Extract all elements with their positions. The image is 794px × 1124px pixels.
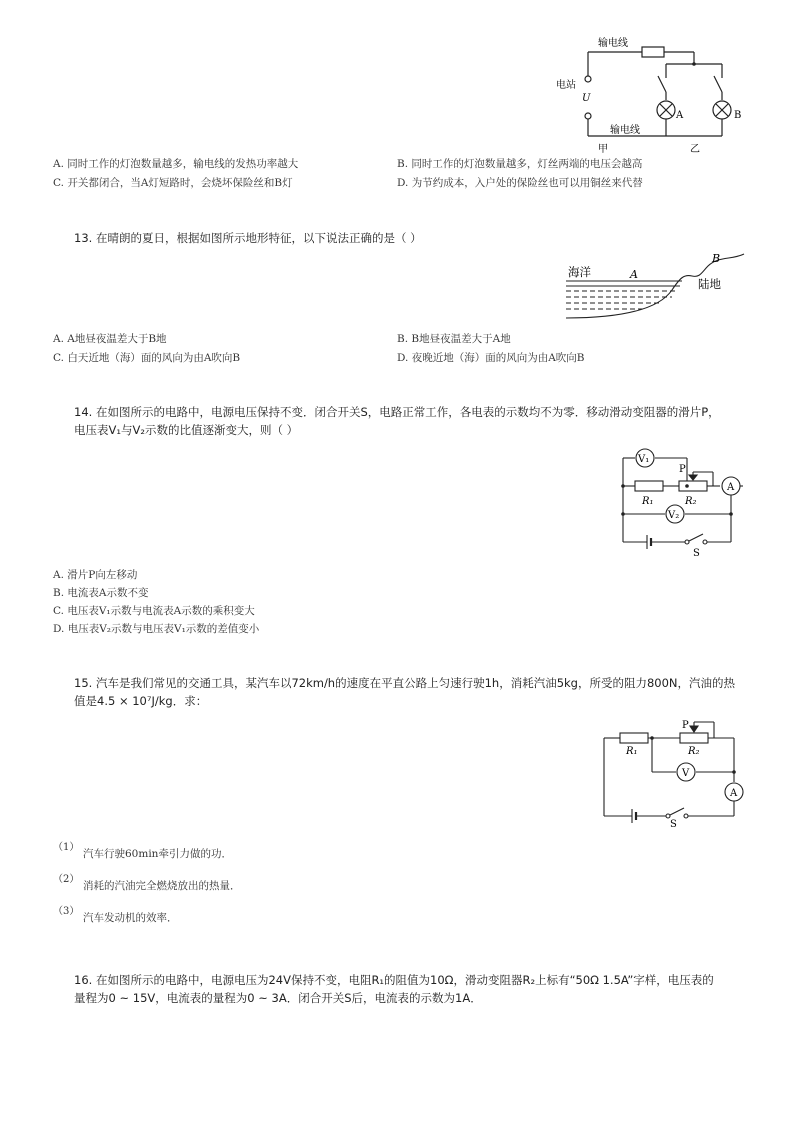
q13-terrain-figure [562, 250, 747, 325]
q15-sub-3-text: 汽车发动机的效率． [83, 912, 178, 924]
q12-option-d[interactable]: D. 为节约成本，入户处的保险丝也可以用铜丝来代替 [397, 177, 643, 189]
q15-circuit-figure [598, 716, 748, 828]
q15-sub-2-number: （2） [53, 874, 80, 885]
q13-option-d[interactable]: D. 夜晚近地（海）面的风向为由A吹向B [397, 352, 585, 364]
q14-v2-label: V₂ [668, 510, 680, 521]
q12-point-jia-label: 甲 [598, 144, 608, 155]
q14-circuit-figure [615, 442, 750, 560]
q12-bottom-wire-label: 输电线 [610, 125, 640, 136]
q12-option-b[interactable]: B. 同时工作的灯泡数量越多，灯丝两端的电压会越高 [397, 158, 643, 170]
q15-sub-1-number: （1） [53, 842, 80, 853]
q13-stem: 13. 在晴朗的夏日，根据如图所示地形特征，以下说法正确的是（ ） [74, 231, 422, 245]
q15-sub-2-text: 消耗的汽油完全燃烧放出的热量． [83, 880, 241, 892]
q12-lamp-b-label: B [734, 110, 742, 121]
q12-point-yi-label: 乙 [690, 144, 700, 155]
q14-slider-label: P [679, 464, 686, 475]
q14-r1-label: R₁ [642, 496, 654, 507]
q12-option-a[interactable]: A. 同时工作的灯泡数量越多，输电线的发热功率越大 [53, 158, 299, 170]
q14-option-c[interactable]: C. 电压表V₁示数与电流表A示数的乘积变大 [53, 605, 255, 617]
q12-lamp-a-label: A [676, 110, 684, 121]
q13-land-label: 陆地 [698, 277, 721, 291]
q14-option-a[interactable]: A. 滑片P向左移动 [53, 569, 138, 581]
q14-option-b[interactable]: B. 电流表A示数不变 [53, 587, 149, 599]
q12-top-wire-label: 输电线 [598, 38, 628, 49]
q14-option-d[interactable]: D. 电压表V₂示数与电压表V₁示数的差值变小 [53, 623, 260, 635]
q14-ammeter-label: A [727, 482, 735, 493]
q15-slider-label: P [682, 720, 689, 731]
q15-sub-1-text: 汽车行驶60min牵引力做的功． [83, 848, 232, 860]
q12-voltage-label: U [582, 93, 591, 104]
q15-stem-line1: 15. 汽车是我们常见的交通工具，某汽车以72km/h的速度在平直公路上匀速行驶1h，消耗汽油5kg，所受的阻力800N，汽油的热 [74, 676, 736, 690]
q13-option-a[interactable]: A. A地昼夜温差大于B地 [53, 333, 167, 345]
q13-option-b[interactable]: B. B地昼夜温差大于A地 [397, 333, 511, 345]
q12-station-label: 电站 [556, 80, 576, 91]
q13-point-a-label: A [630, 268, 638, 281]
q15-stem-line2: 值是4.5 × 10⁷J/kg．求： [74, 694, 208, 708]
q15-switch-label: S [670, 819, 677, 828]
q15-r1-label: R₁ [626, 746, 638, 757]
q16-stem-line2: 量程为0 ~ 15V，电流表的量程为0 ~ 3A．闭合开关S后，电流表的示数为1A． [74, 991, 482, 1005]
q15-sub-3-number: （3） [53, 906, 80, 917]
q14-stem-line1: 14. 在如图所示的电路中，电源电压保持不变．闭合开关S，电路正常工作，各电表的示数均不为零．移动滑动变阻器的滑片P， [74, 405, 720, 419]
q15-voltmeter-label: V [682, 768, 690, 779]
q14-v1-label: V₁ [638, 454, 650, 465]
q13-sea-label: 海洋 [568, 265, 591, 279]
q14-stem-line2: 电压表V₁与V₂示数的比值逐渐变大，则（ ） [74, 423, 299, 437]
q14-r2-label: R₂ [685, 496, 697, 507]
q15-r2-label: R₂ [688, 746, 700, 757]
q12-option-c[interactable]: C. 开关都闭合，当A灯短路时，会烧坏保险丝和B灯 [53, 177, 293, 189]
q14-switch-label: S [693, 548, 700, 559]
q13-option-c[interactable]: C. 白天近地（海）面的风向为由A吹向B [53, 352, 241, 364]
q13-point-b-label: B [712, 252, 721, 265]
q15-ammeter-label: A [730, 788, 738, 799]
q16-stem-line1: 16. 在如图所示的电路中，电源电压为24V保持不变，电阻R₁的阻值为10Ω，滑动变阻器R₂上标有“50Ω 1.5A”字样，电压表的 [74, 973, 714, 987]
